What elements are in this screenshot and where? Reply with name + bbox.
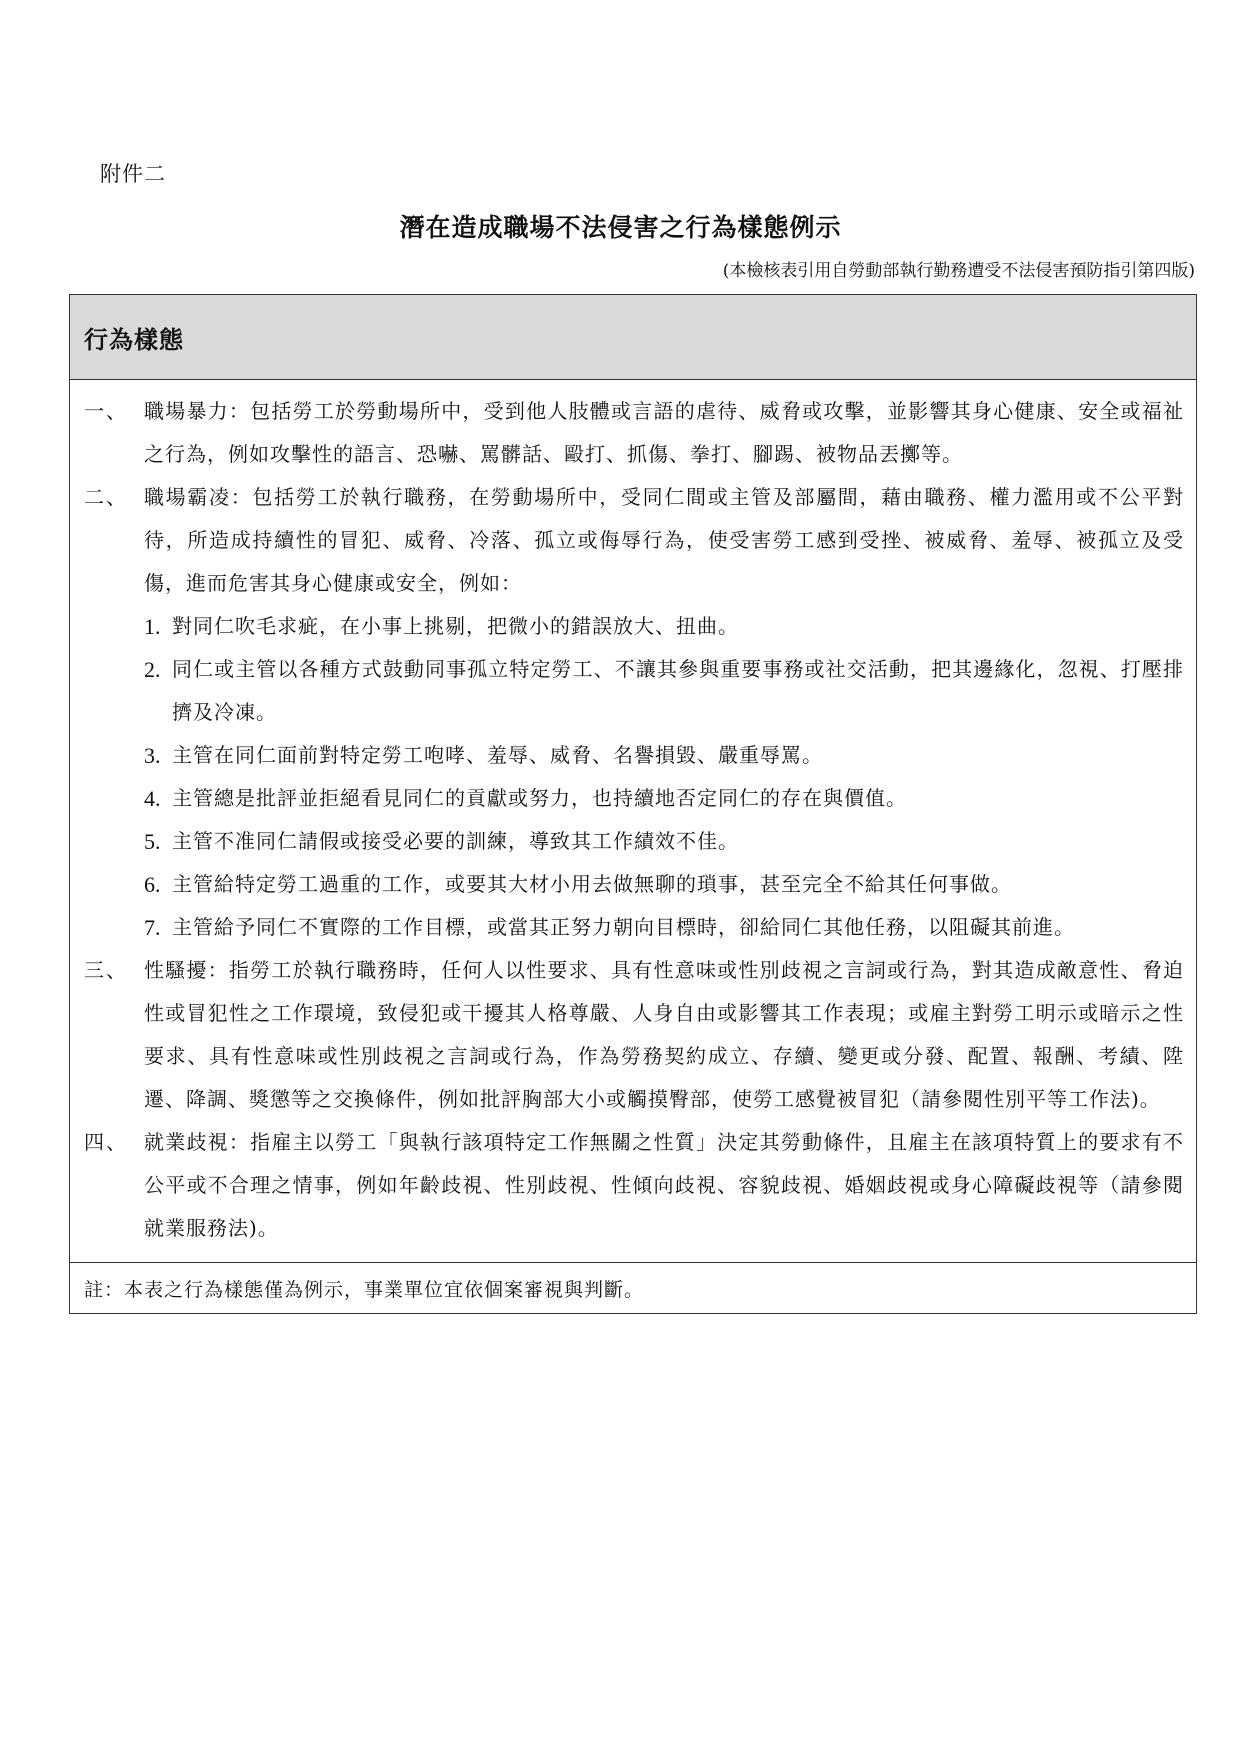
list-item <box>144 605 1184 648</box>
section-workplace-violence <box>84 390 1184 476</box>
item-text: 主管給特定勞工過重的工作，或要其大材小用去做無聊的瑣事，甚至完全不給其任何事做。 <box>172 872 1012 896</box>
item-text: 主管不准同仁請假或接受必要的訓練，導致其工作績效不佳。 <box>172 829 739 853</box>
section-employment-discrimination <box>84 1121 1184 1250</box>
item-number: 2. <box>144 657 161 682</box>
item-text: 對同仁吹毛求疵，在小事上挑剔，把微小的錯誤放大、扭曲。 <box>172 614 739 638</box>
section-text: 就業歧視：指雇主以勞工「與執行該項特定工作無關之性質」決定其勞動條件，且雇主在該項特質上的要求有不公平或不合理之情事，例如年齡歧視、性別歧視、性傾向歧視、容貌歧視、婚姻歧視或身心障礙歧視等（請參閱就業服務法)。 <box>144 1130 1184 1240</box>
section-sexual-harassment <box>84 949 1184 1121</box>
list-item <box>144 820 1184 863</box>
behavior-table <box>69 294 1197 1314</box>
section-number: 一、 <box>84 399 128 423</box>
item-number: 4. <box>144 786 161 811</box>
list-item <box>144 863 1184 906</box>
table-heading: 行為樣態 <box>70 295 1196 380</box>
item-number: 1. <box>144 614 161 639</box>
item-text: 主管給予同仁不實際的工作目標，或當其正努力朝向目標時，卻給同仁其他任務，以阻礙其前進。 <box>172 915 1075 939</box>
list-item <box>144 906 1184 949</box>
bullying-example-list <box>84 605 1184 949</box>
item-number: 3. <box>144 743 161 768</box>
list-item <box>144 648 1184 734</box>
document-title: 潛在造成職場不法侵害之行為樣態例示 <box>399 213 842 242</box>
list-item <box>144 734 1184 777</box>
item-text: 主管在同仁面前對特定勞工咆哮、羞辱、威脅、名譽損毀、嚴重辱罵。 <box>172 743 823 767</box>
section-number: 二、 <box>84 485 128 509</box>
table-body <box>70 380 1196 1263</box>
section-number: 四、 <box>84 1130 128 1154</box>
item-number: 6. <box>144 872 161 897</box>
item-text: 同仁或主管以各種方式鼓動同事孤立特定勞工、不讓其參與重要事務或社交活動，把其邊緣化，忽視、打壓排擠及冷凍。 <box>172 657 1184 724</box>
section-text: 性騷擾：指勞工於執行職務時，任何人以性要求、具有性意味或性別歧視之言詞或行為，對其造成敵意性、脅迫性或冒犯性之工作環境，致侵犯或干擾其人格尊嚴、人身自由或影響其工作表現；或雇主對勞工明示或暗示之性要求、具有性意味或性別歧視之言詞或行為，作為勞務契約成立、存續、變更或分發、配置、報酬、考績、陞遷、降調、獎懲等之交換條件，例如批評胸部大小或觸摸臀部，使勞工感覺被冒犯（請參閱性別平等工作法)。 <box>144 958 1184 1111</box>
item-text: 主管總是批評並拒絕看見同仁的貢獻或努力，也持續地否定同仁的存在與價值。 <box>172 786 907 810</box>
table-note: 註：本表之行為樣態僅為例示，事業單位宜依個案審視與判斷。 <box>84 1278 645 1301</box>
attachment-label: 附件二 <box>100 162 166 186</box>
section-number: 三、 <box>84 958 128 982</box>
section-workplace-bullying <box>84 476 1184 605</box>
section-text: 職場暴力：包括勞工於勞動場所中，受到他人肢體或言語的虐待、威脅或攻擊，並影響其身心健康、安全或福祉之行為，例如攻擊性的語言、恐嚇、罵髒話、毆打、抓傷、拳打、腳踢、被物品丟擲等。 <box>144 399 1184 466</box>
item-number: 5. <box>144 829 161 854</box>
source-note: (本檢核表引用自勞動部執行勤務遭受不法侵害預防指引第四版) <box>722 261 1195 281</box>
item-number: 7. <box>144 915 161 940</box>
section-text: 職場霸凌：包括勞工於執行職務，在勞動場所中，受同仁間或主管及部屬間，藉由職務、權力濫用或不公平對待，所造成持續性的冒犯、威脅、冷落、孤立或侮辱行為，使受害勞工感到受挫、被威脅、羞辱、被孤立及受傷，進而危害其身心健康或安全，例如： <box>144 485 1184 595</box>
list-item <box>144 777 1184 820</box>
